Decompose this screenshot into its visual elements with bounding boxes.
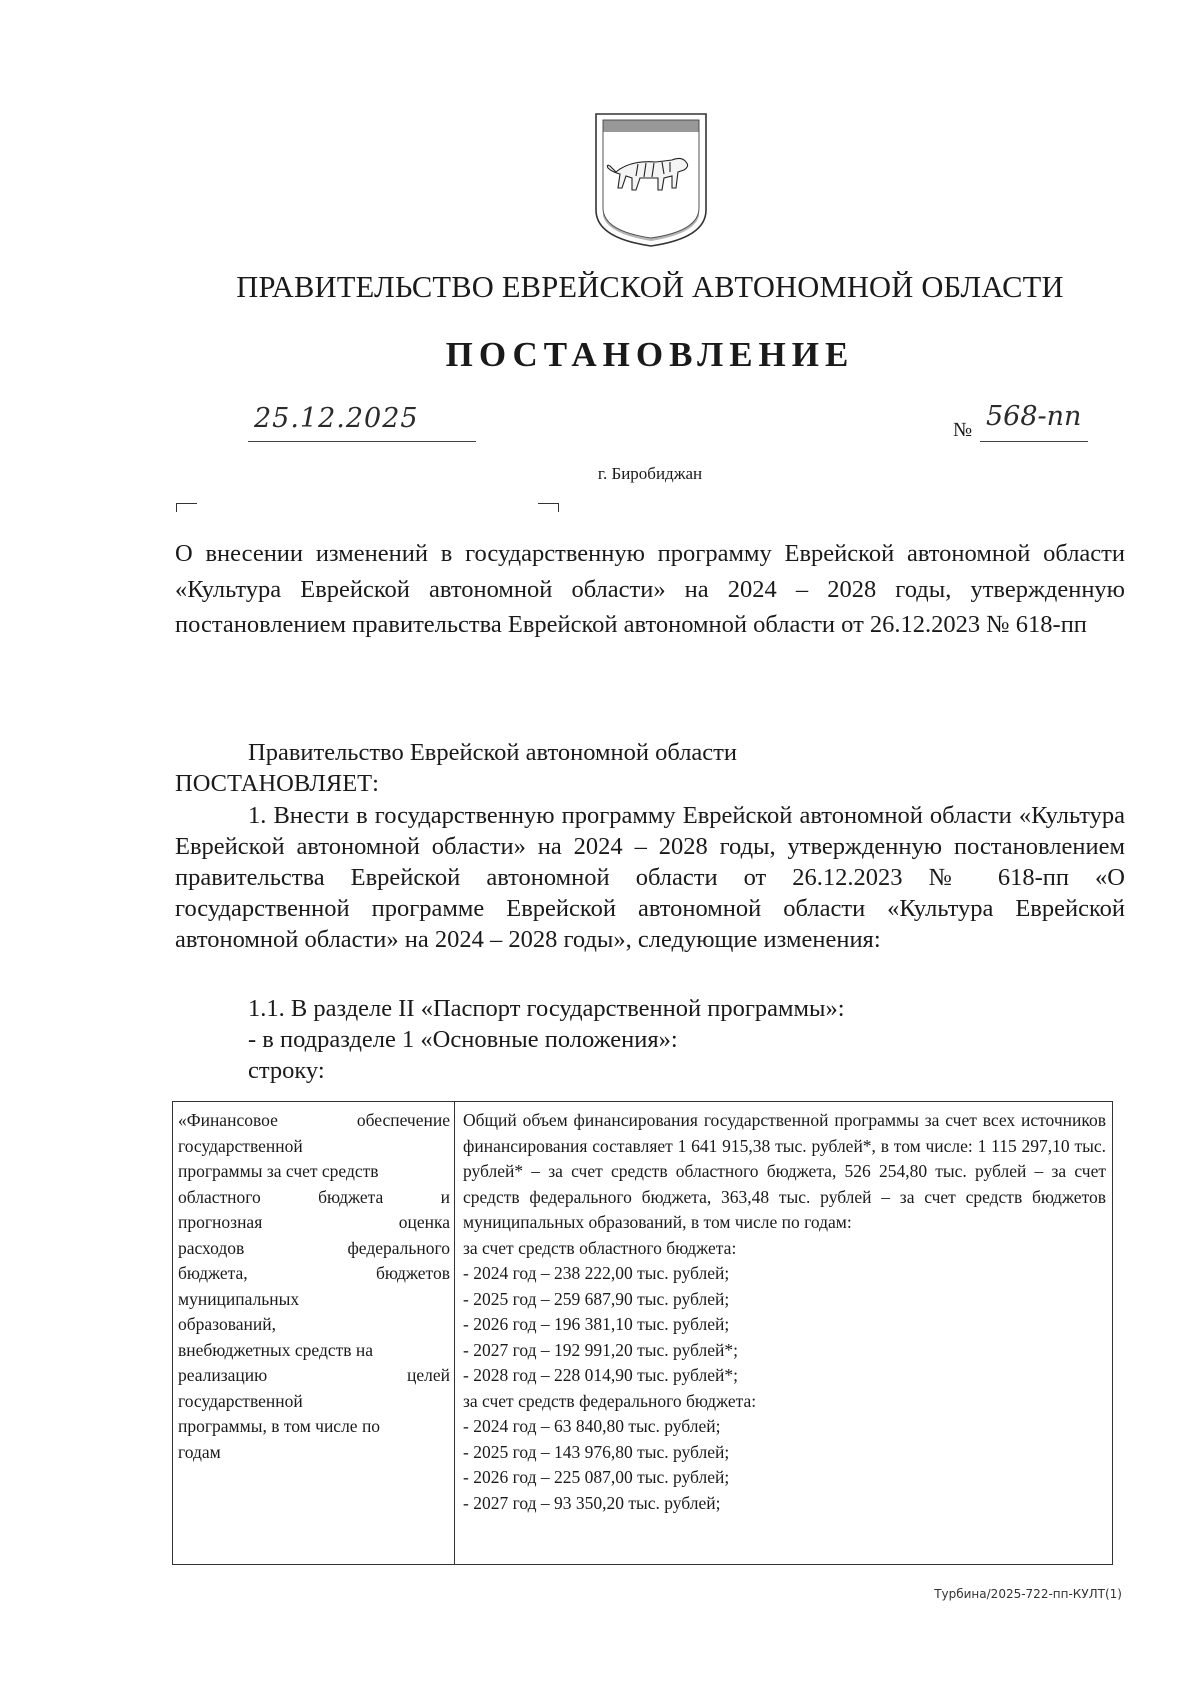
regional-year-row: - 2024 год – 238 222,00 тыс. рублей; (463, 1263, 730, 1283)
subsection-line: - в подразделе 1 «Основные положения»: (248, 1026, 678, 1053)
resolves-line: ПОСТАНОВЛЯЕТ: (175, 770, 379, 797)
document-type-heading: ПОСТАНОВЛЕНИЕ (445, 335, 855, 374)
item-1-paragraph: 1. Внести в государственную программу Еврейской автономной области «Культура Еврейской автономной области» на 2024 – 2028 годы, утвержденную постановлением правительства Еврейской автономной области от 26.12.2023 № 618-пп «О государственной программе Еврейской автономной области «Культура Еврейской автономной области» на 2024 – 2028 годы», следующие изменения: (175, 802, 1125, 953)
table-left-word: федерального (347, 1237, 450, 1258)
document-subject: О внесении изменений в государственную программу Еврейской автономной области «Культура Еврейской автономной области» на 2024 – 2028 годы, утвержденную постановлением правительства Еврейской автономной области от 26.12.2023 № 618-пп (175, 540, 1125, 638)
table-left-line (178, 1414, 450, 1440)
federal-budget-heading: за счет средств федерального бюджета: (463, 1390, 757, 1411)
tiger-icon (607, 158, 687, 190)
table-left-word: бюджета, (178, 1263, 248, 1283)
financing-table (172, 1101, 1113, 1565)
table-left-word: оценка (398, 1212, 450, 1232)
number-field (980, 401, 1088, 442)
date-field (248, 401, 476, 442)
federal-year-row: - 2024 год – 63 840,80 тыс. рублей; (463, 1416, 721, 1436)
regional-year-row: - 2026 год – 196 381,10 тыс. рублей; (463, 1314, 730, 1334)
government-line: Правительство Еврейской автономной области (248, 739, 737, 766)
table-right-cell (455, 1102, 1112, 1516)
table-left-line (178, 1159, 450, 1185)
table-left-word: годам (178, 1441, 221, 1462)
handwritten-date: 25.12.2025 (254, 403, 419, 434)
regional-budget-heading: за счет средств областного бюджета: (463, 1237, 737, 1258)
table-left-word: бюджетов (375, 1263, 450, 1283)
table-left-word: реализацию (178, 1365, 268, 1385)
table-left-word: внебюджетных средств на (178, 1339, 374, 1360)
table-left-word: государственной (178, 1390, 303, 1411)
table-left-word: муниципальных (178, 1288, 300, 1309)
table-left-word: обеспечение (356, 1110, 450, 1130)
table-left-line (178, 1440, 450, 1466)
table-left-line (178, 1210, 450, 1236)
regional-year-row: - 2027 год – 192 991,20 тыс. рублей*; (463, 1339, 739, 1360)
table-left-word: областного (178, 1186, 261, 1207)
item-1-1-paragraph: 1.1. В разделе II «Паспорт государственной программы»: (248, 995, 845, 1022)
regional-year-row: - 2025 год – 259 687,90 тыс. рублей; (463, 1288, 730, 1309)
table-left-line (178, 1236, 450, 1262)
number-label: № (953, 419, 973, 441)
table-left-word: программы, в том числе по (178, 1416, 381, 1436)
table-left-line (178, 1261, 450, 1287)
table-left-word: бюджета (318, 1186, 384, 1207)
table-left-word: прогнозная (178, 1212, 263, 1232)
government-title: ПРАВИТЕЛЬСТВО ЕВРЕЙСКОЙ АВТОНОМНОЙ ОБЛАСТИ (236, 270, 1064, 304)
city-name: г. Биробиджан (597, 464, 703, 483)
corner-bracket-left (176, 503, 197, 512)
table-left-cell (173, 1102, 455, 1564)
table-left-line (178, 1312, 450, 1338)
financing-intro: Общий объем финансирования государственной программы за счет всех источников финансирования составляет 1 641 915,38 тыс. рублей*, в том числе: 1 115 297,10 тыс. рублей* – за счет средств областного бюджета, 526 254,80 тыс. рублей – за счет средств федерального бюджета, 363,48 тыс. рублей – за счет средств бюджетов муниципальных образований, в том числе по годам: (463, 1110, 1106, 1232)
table-left-word: «Финансовое (178, 1110, 278, 1130)
table-left-line (178, 1108, 450, 1134)
table-left-line (178, 1185, 450, 1211)
federal-year-row: - 2027 год – 93 350,20 тыс. рублей; (463, 1492, 721, 1513)
handwritten-number: 568-пп (986, 401, 1082, 432)
coat-of-arms-emblem (590, 110, 712, 250)
table-left-line (178, 1338, 450, 1364)
table-left-line (178, 1134, 450, 1160)
row-word: строку: (248, 1057, 325, 1084)
footer-reference: Турбина/2025-722-пп-КУЛТ(1) (934, 1587, 1122, 1601)
regional-year-row: - 2028 год – 228 014,90 тыс. рублей*; (463, 1365, 739, 1385)
table-left-word: целей (407, 1365, 450, 1385)
table-left-word: и (440, 1186, 450, 1207)
table-left-word: расходов (178, 1237, 245, 1258)
table-left-word: программы за счет средств (178, 1161, 379, 1181)
table-left-line (178, 1389, 450, 1415)
federal-year-row: - 2025 год – 143 976,80 тыс. рублей; (463, 1441, 730, 1462)
corner-bracket-right (538, 503, 559, 512)
table-left-word: образований, (178, 1314, 277, 1334)
table-left-line (178, 1287, 450, 1313)
table-left-word: государственной (178, 1135, 303, 1156)
federal-year-row: - 2026 год – 225 087,00 тыс. рублей; (463, 1467, 730, 1487)
table-left-line (178, 1363, 450, 1389)
